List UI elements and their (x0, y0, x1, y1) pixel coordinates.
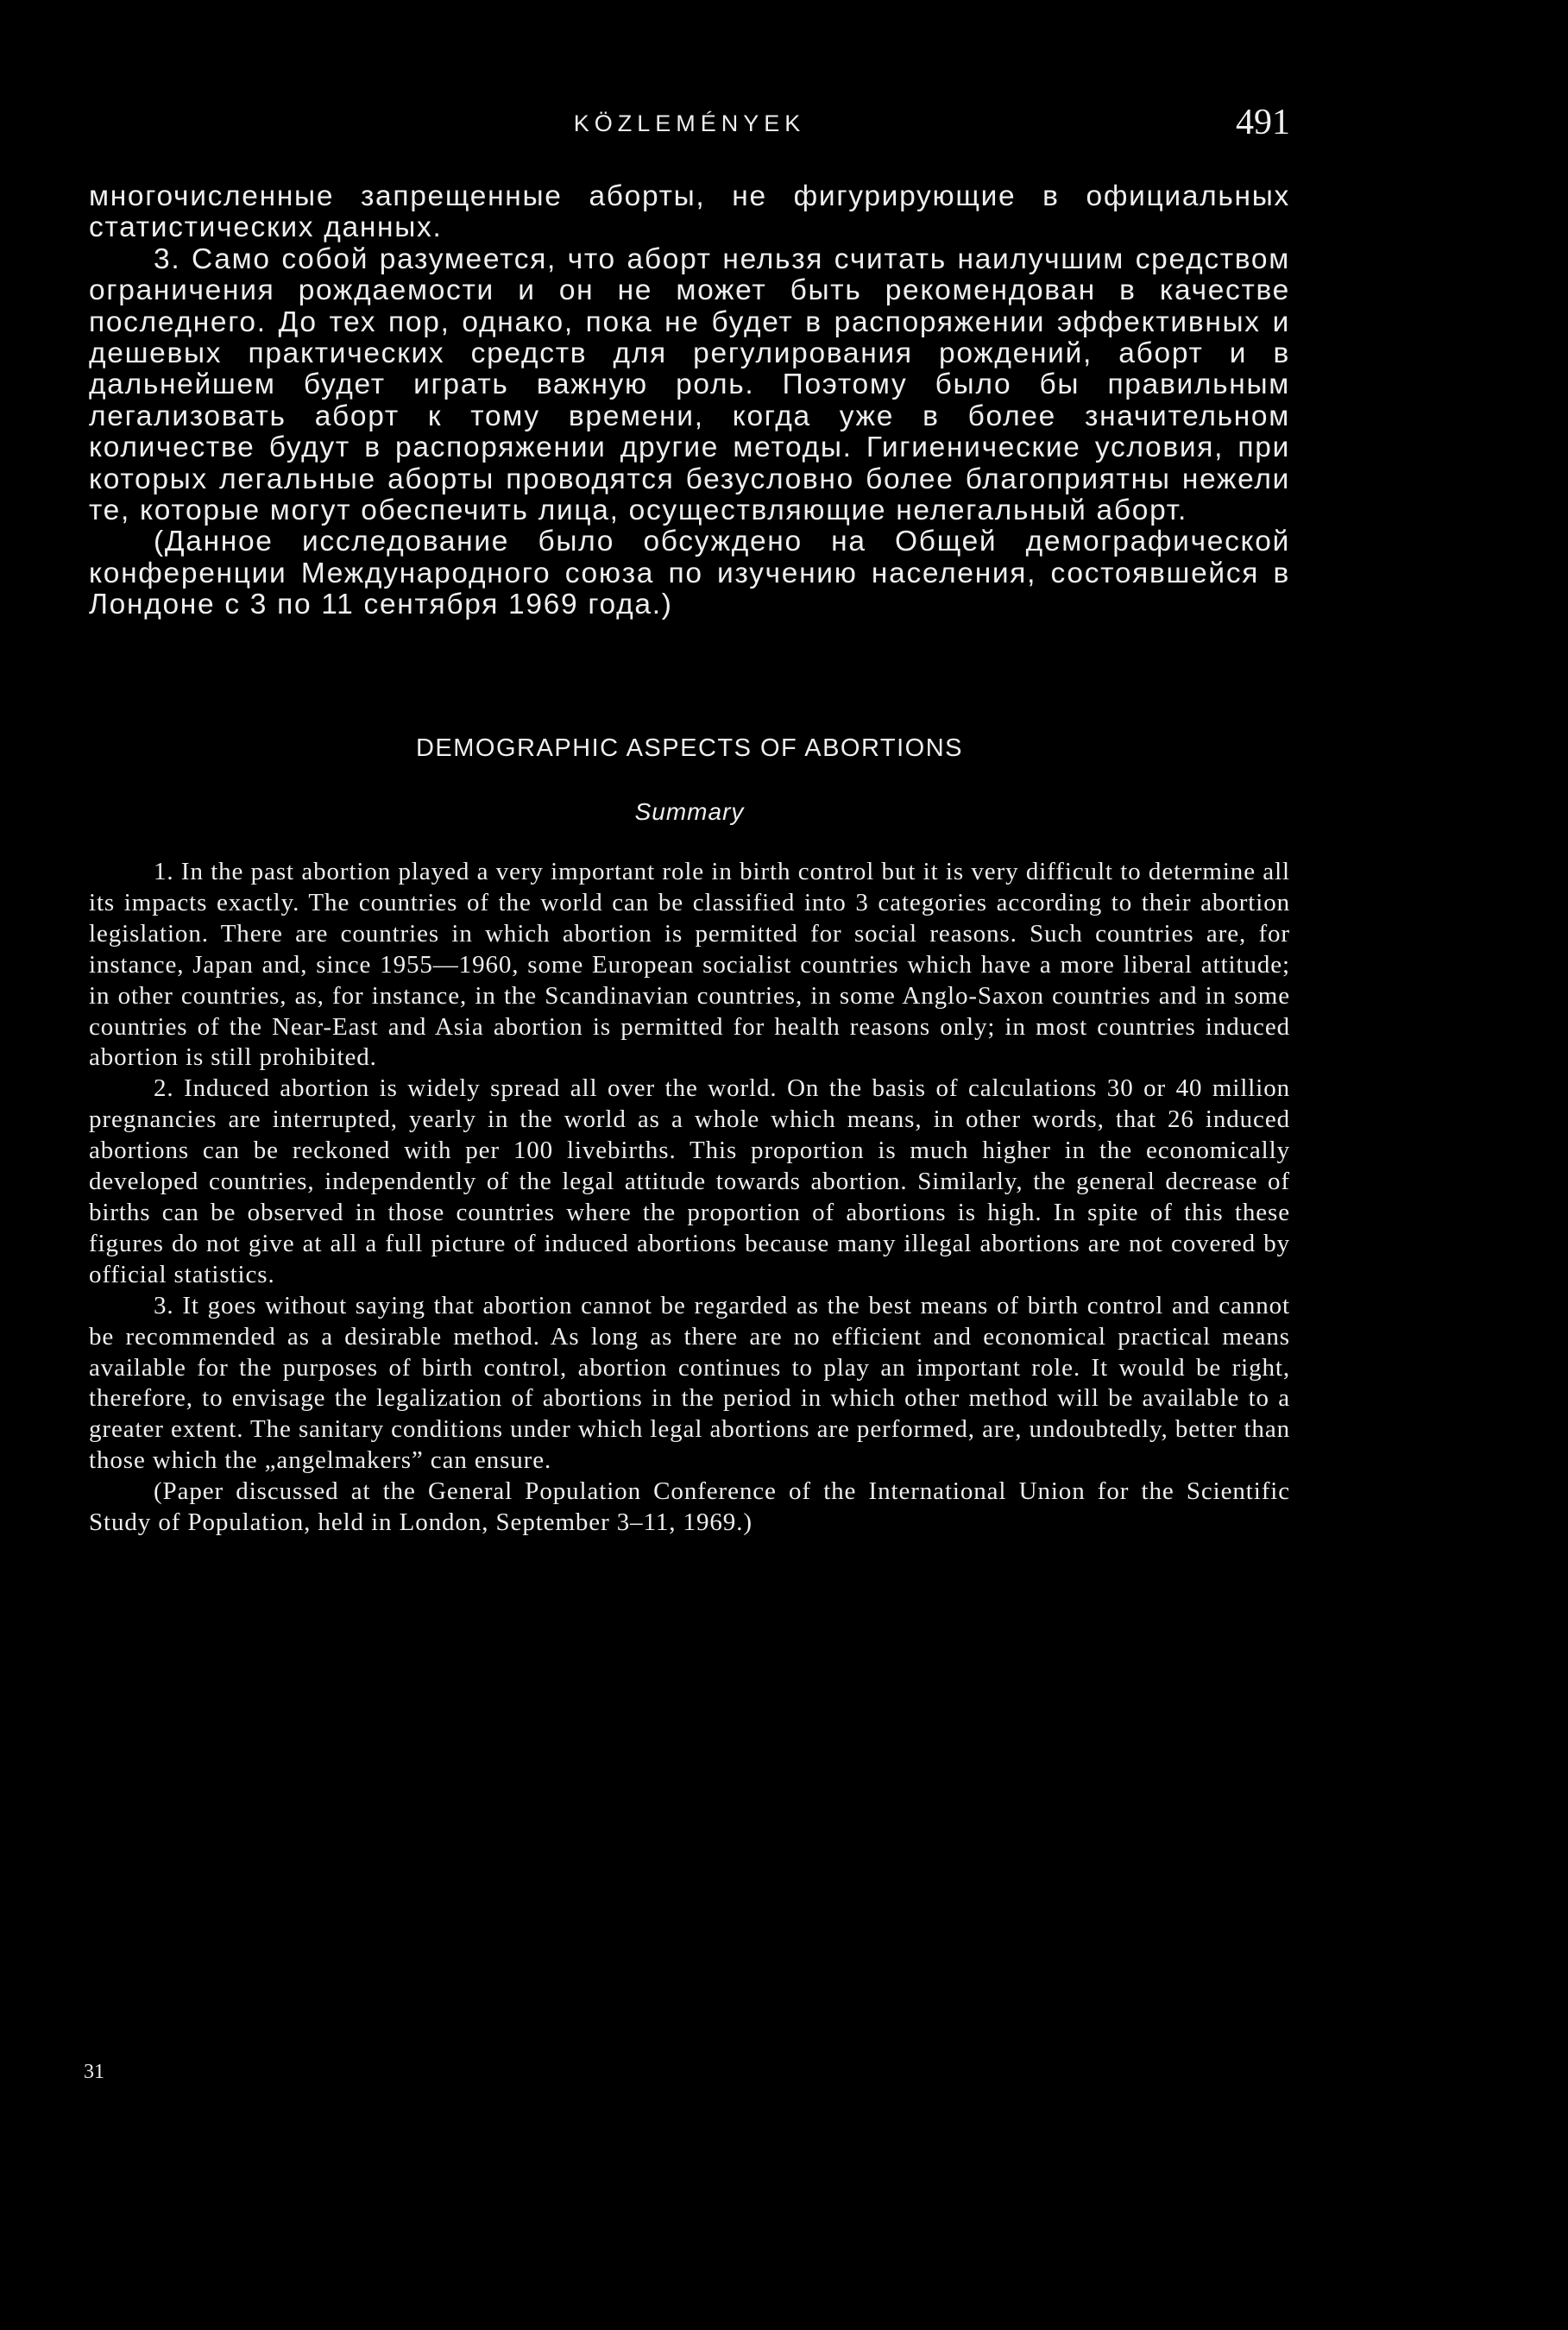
summary-paragraph: 3. It goes without saying that abortion cannot be regarded as the best means of birth control and cannot be recommended as a desirable method. As long as there are no efficient and economical practical means available for the purposes of birth control, abortion continues to play an important role. It would be right, therefore, to envisage the legalization of abortions in the period in which other method will be available to a greater extent. The sanitary conditions under which legal abortions are performed, are, undoubtedly, better than those which the „angelmakers” can ensure. (89, 1291, 1290, 1475)
summary-paragraph: 1. In the past abortion played a very important role in birth control but it is very difficult to determine all its impacts exactly. The countries of the world can be classified into 3 categories according to their abortion legislation. There are countries in which abortion is permitted for social reasons. Such countries are, for instance, Japan and, since 1955—1960, some European socialist countries which have a more liberal attitude; in other countries, as, for instance, in the Scandinavian countries, in some Anglo-Saxon countries and in some countries of the Near-East and Asia abortion is permitted for health reasons only; in most countries induced abortion is still prohibited. (89, 858, 1290, 1072)
english-summary-block (89, 857, 1290, 1539)
summary-paragraph: 2. Induced abortion is widely spread all over the world. On the basis of calculations 30 or 40 million pregnancies are interrupted, yearly in the world as a whole which means, in other words, that 26 induced abortions can be reckoned with per 100 livebirths. This proportion is much higher in the economically developed countries, independently of the legal attitude towards abortion. Similarly, the general decrease of births can be observed in those countries where the proportion of abortions is high. In spite of this these figures do not give at all a full picture of induced abortions because many illegal abortions are not covered by official statistics. (89, 1074, 1290, 1288)
signature-mark: 31 (84, 2061, 104, 2083)
russian-paragraph: 3. Само собой разумеется, что аборт нельзя считать наилучшим средством ограничения рождаемости и он не может быть рекомендован в качестве последнего. До тех пор, однако, пока не будет в распоряжении эффективных и дешевых практических средств для регулирования рождений, аборт и в дальнейшем будет играть важную роль. Поэтому было бы правильным легализовать аборт к тому времени, когда уже в более значительном количестве будут в распоряжении другие методы. Гигиенические условия, при которых легальные аборты проводятся безусловно более благоприятны нежели те, которые могут обеспечить лица, осуществляющие нелегальный аборт. (89, 242, 1290, 527)
summary-subheading: Summary (634, 798, 745, 825)
section-heading: DEMOGRAPHIC ASPECTS OF ABORTIONS (415, 734, 964, 762)
summary-paragraph: (Paper discussed at the General Population Conference of the International Union for the Scientific Study of Population, held in London, September 3–11, 1969.) (89, 1477, 1290, 1537)
page-header (89, 102, 1290, 154)
russian-paragraph: (Данное исследование было обсуждено на Общей демографической конференции Международного союза по изучению населения, состоявшейся в Лондоне с 3 по 11 сентября 1969 года.) (89, 526, 1290, 621)
page-number: 491 (1236, 103, 1290, 142)
russian-paragraph: многочисленные запрещенные аборты, не фигурирующие в официальных статистических данных. (89, 180, 1290, 244)
russian-text-block (89, 181, 1290, 621)
running-title: KÖZLEMÉNYEK (573, 110, 806, 136)
